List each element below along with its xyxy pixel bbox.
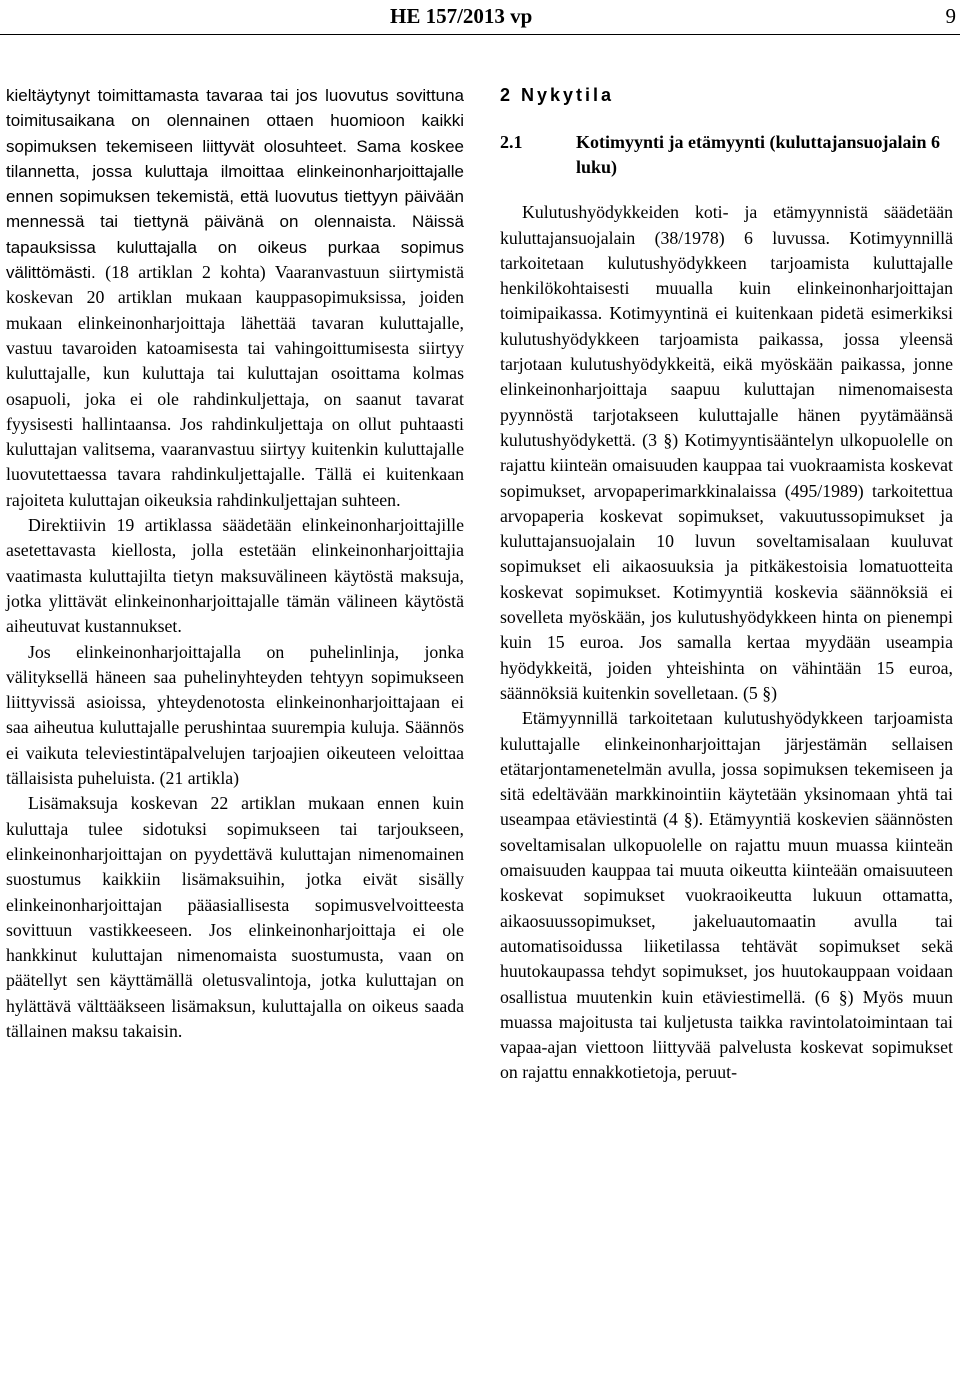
section-heading: 2 Nykytila	[500, 85, 615, 105]
paragraph: Jos elinkeinonharjoittajalla on puhelinlinja, jonka välityksellä häneen saa puhelinyhteyden tehtyyn sopimukseen liittyvissä asioissa, yhteydenotosta elinkeinonharjoittajaan ei saa aiheutua kuluttajalle perushintaa suurempia kuluja. Säännös ei vaikuta televiestintäpalvelujen tarjoajien oikeuteen veloittaa tällaisista puheluista. (21 artikla)	[6, 641, 464, 789]
paragraph-text: (18 artiklan 2 kohta) Vaaranvastuun siirtymistä koskevan 20 artiklan mukaan kauppasopimuksissa, joiden mukaan elinkeinonharjoittaja lähettää tavaran kuluttajalle, vastuu tavaroiden katoamisesta tai vahingoittumisesta siirtyy kuluttajalle, kun kuluttaja tai kuluttajan osoittama kolmas osapuoli, joka ei ole rahdinkuljettaja, on saanut tavarat fyysisesti hallintaansa. Jos rahdinkuljettaja on ollut puhtaasti kuluttajan valitsema, vaaranvastuu siirtyy kuitenkin kuluttajalle luovutettaessa tavara rahdinkuljettajalle. Tällä ei kuitenkaan rajoiteta kuluttajan oikeuksia rahdinkuljettajan suhteen.	[6, 262, 464, 510]
subsection-heading	[500, 130, 953, 180]
paragraph: Lisämaksuja koskevan 22 artiklan mukaan ennen kuin kuluttaja tulee sidotuksi sopimukseen tai tarjoukseen, elinkeinonharjoittajan on pyydettävä kuluttajan nimenomainen suostumus kaikkiin lisämaksuihin, jotka eivät sisälly elinkeinonharjoittajan pääasiallisesta sopimusvelvoitteesta sovittuun vastikkeeseen. Jos elinkeinonharjoittaja ei ole hankkinut kuluttajan nimenomaista suostumusta, vaan on päätellyt sen käyttämällä oletusvalintoja, jotka kuluttajan on hylättävä välttääkseen lisämaksun, kuluttajalla on oikeus saada tällainen maksu takaisin.	[6, 793, 464, 1041]
paragraph-text-sans: kieltäytynyt toimittamasta tavaraa tai jos luovutus sovittuna toimitusaikana on olennainen ottaen huomioon kaikki sopimuksen tekemiseen liittyvät olosuhteet. Sama koskee tilannetta, jossa kuluttaja ilmoittaa elinkeinonharjoittajalle ennen sopimuksen tekemistä, että luovutus tiettyyn päivään mennessä tai tiettynä päivänä on olennaista. Näissä tapauksissa kuluttajalla on oikeus purkaa sopimus välittömästi.	[6, 86, 464, 283]
header-rule	[0, 34, 960, 35]
paragraph: Etämyynnillä tarkoitetaan kulutushyödykkeen tarjoamista kuluttajalle elinkeinonharjoittajan järjestämän sellaisen etätarjontamenetelmän avulla, jossa sopimuksen tekemiseen ja sitä edeltävään markkinointiin käytetään yksinomaan yhtä tai useampaa etäviestintä (4 §). Etämyyntiä koskevien säännösten soveltamisalan ulkopuolelle on rajattu muun muassa kiinteän omaisuuden kauppaa tai muuta oikeutta kiinteään omaisuuteen koskevat sopimukset vuokraoikeutta lukuun ottamatta, aikaosuussopimukset, jakeluautomaatin avulla tai automatisoidussa liiketilassa tehtävät sopimukset sekä huutokaupassa tehdyt sopimukset, jos huutokauppaan voidaan osallistua muutenkin kuin etäviestimellä. (6 §) Myös muun muassa majoitusta tai kuljetusta taikka ravintolatoimintaan tai vapaa-ajan viettoon liittyvää palvelusta koskevat sopimukset on rajattu ennakkotietoja, peruut-	[500, 708, 953, 1083]
paragraph: Direktiivin 19 artiklassa säädetään elinkeinonharjoittajille asetettavasta kiellosta, jolla estetään elinkeinonharjoittajia vaatimasta kuluttajilta tietyn maksuvälineen käytöstä maksuja, jotka ylittävät elinkeinonharjoittajalle tämän välineen käytöstä aiheutuvat kustannukset.	[6, 515, 464, 637]
document-id: HE 157/2013 vp	[390, 4, 533, 28]
page-header	[0, 0, 960, 34]
paragraph: Kulutushyödykkeiden koti- ja etämyynnistä säädetään kuluttajansuojalain (38/1978) 6 luvussa. Kotimyynnillä tarkoitetaan kulutushyödykkeen tarjoamista kuluttajalle henkilökohtaisesti muualla kuin elinkeinonharjoittajan toimipaikassa. Kotimyyntinä ei kuitenkaan pidetä esimerkiksi kulutushyödykkeen tarjoamista paikassa, jossa yleensä tarjotaan kulutushyödykkeitä, eikä myöskään paikassa, jonne elinkeinonharjoittaja saapuu kuluttajan nimenomaisesta pyynnöstä tarjotakseen kuluttajalle hänen pyytämäänsä kulutushyödykettä. (3 §) Kotimyyntisääntelyn ulkopuolelle on rajattu kiinteän omaisuuden kauppaa tai vuokraamista koskevat sopimukset, arvopaperimarkkinalaissa (495/1989) tarkoitettua arvopaperia koskevat sopimukset, vakuutussopimukset ja kuluttajansuojalain 10 luvun soveltamisalaan kuuluvat sopimukset eli aikaosuuksia ja pitkäkestoisia lomatuotteita koskevat sopimukset. Kotimyyntiä koskevia säännöksiä ei sovelleta myöskään, jos kulutushyödykkeen hinta on pienempi kuin 15 euroa. Jos samalla kertaa myydään useampia hyödykkeitä, joiden yhteishinta on vähintään 15 euroa, säännöksiä kuitenkin sovelletaan. (5 §)	[500, 202, 953, 703]
left-column	[6, 83, 464, 1044]
subsection-number: 2.1	[500, 132, 523, 153]
page-number: 9	[945, 4, 956, 28]
paragraph	[6, 83, 464, 513]
right-column	[500, 83, 953, 1086]
subsection-title: Kotimyynti ja etämyynti (kuluttajansuojalain 6 luku)	[576, 132, 941, 178]
